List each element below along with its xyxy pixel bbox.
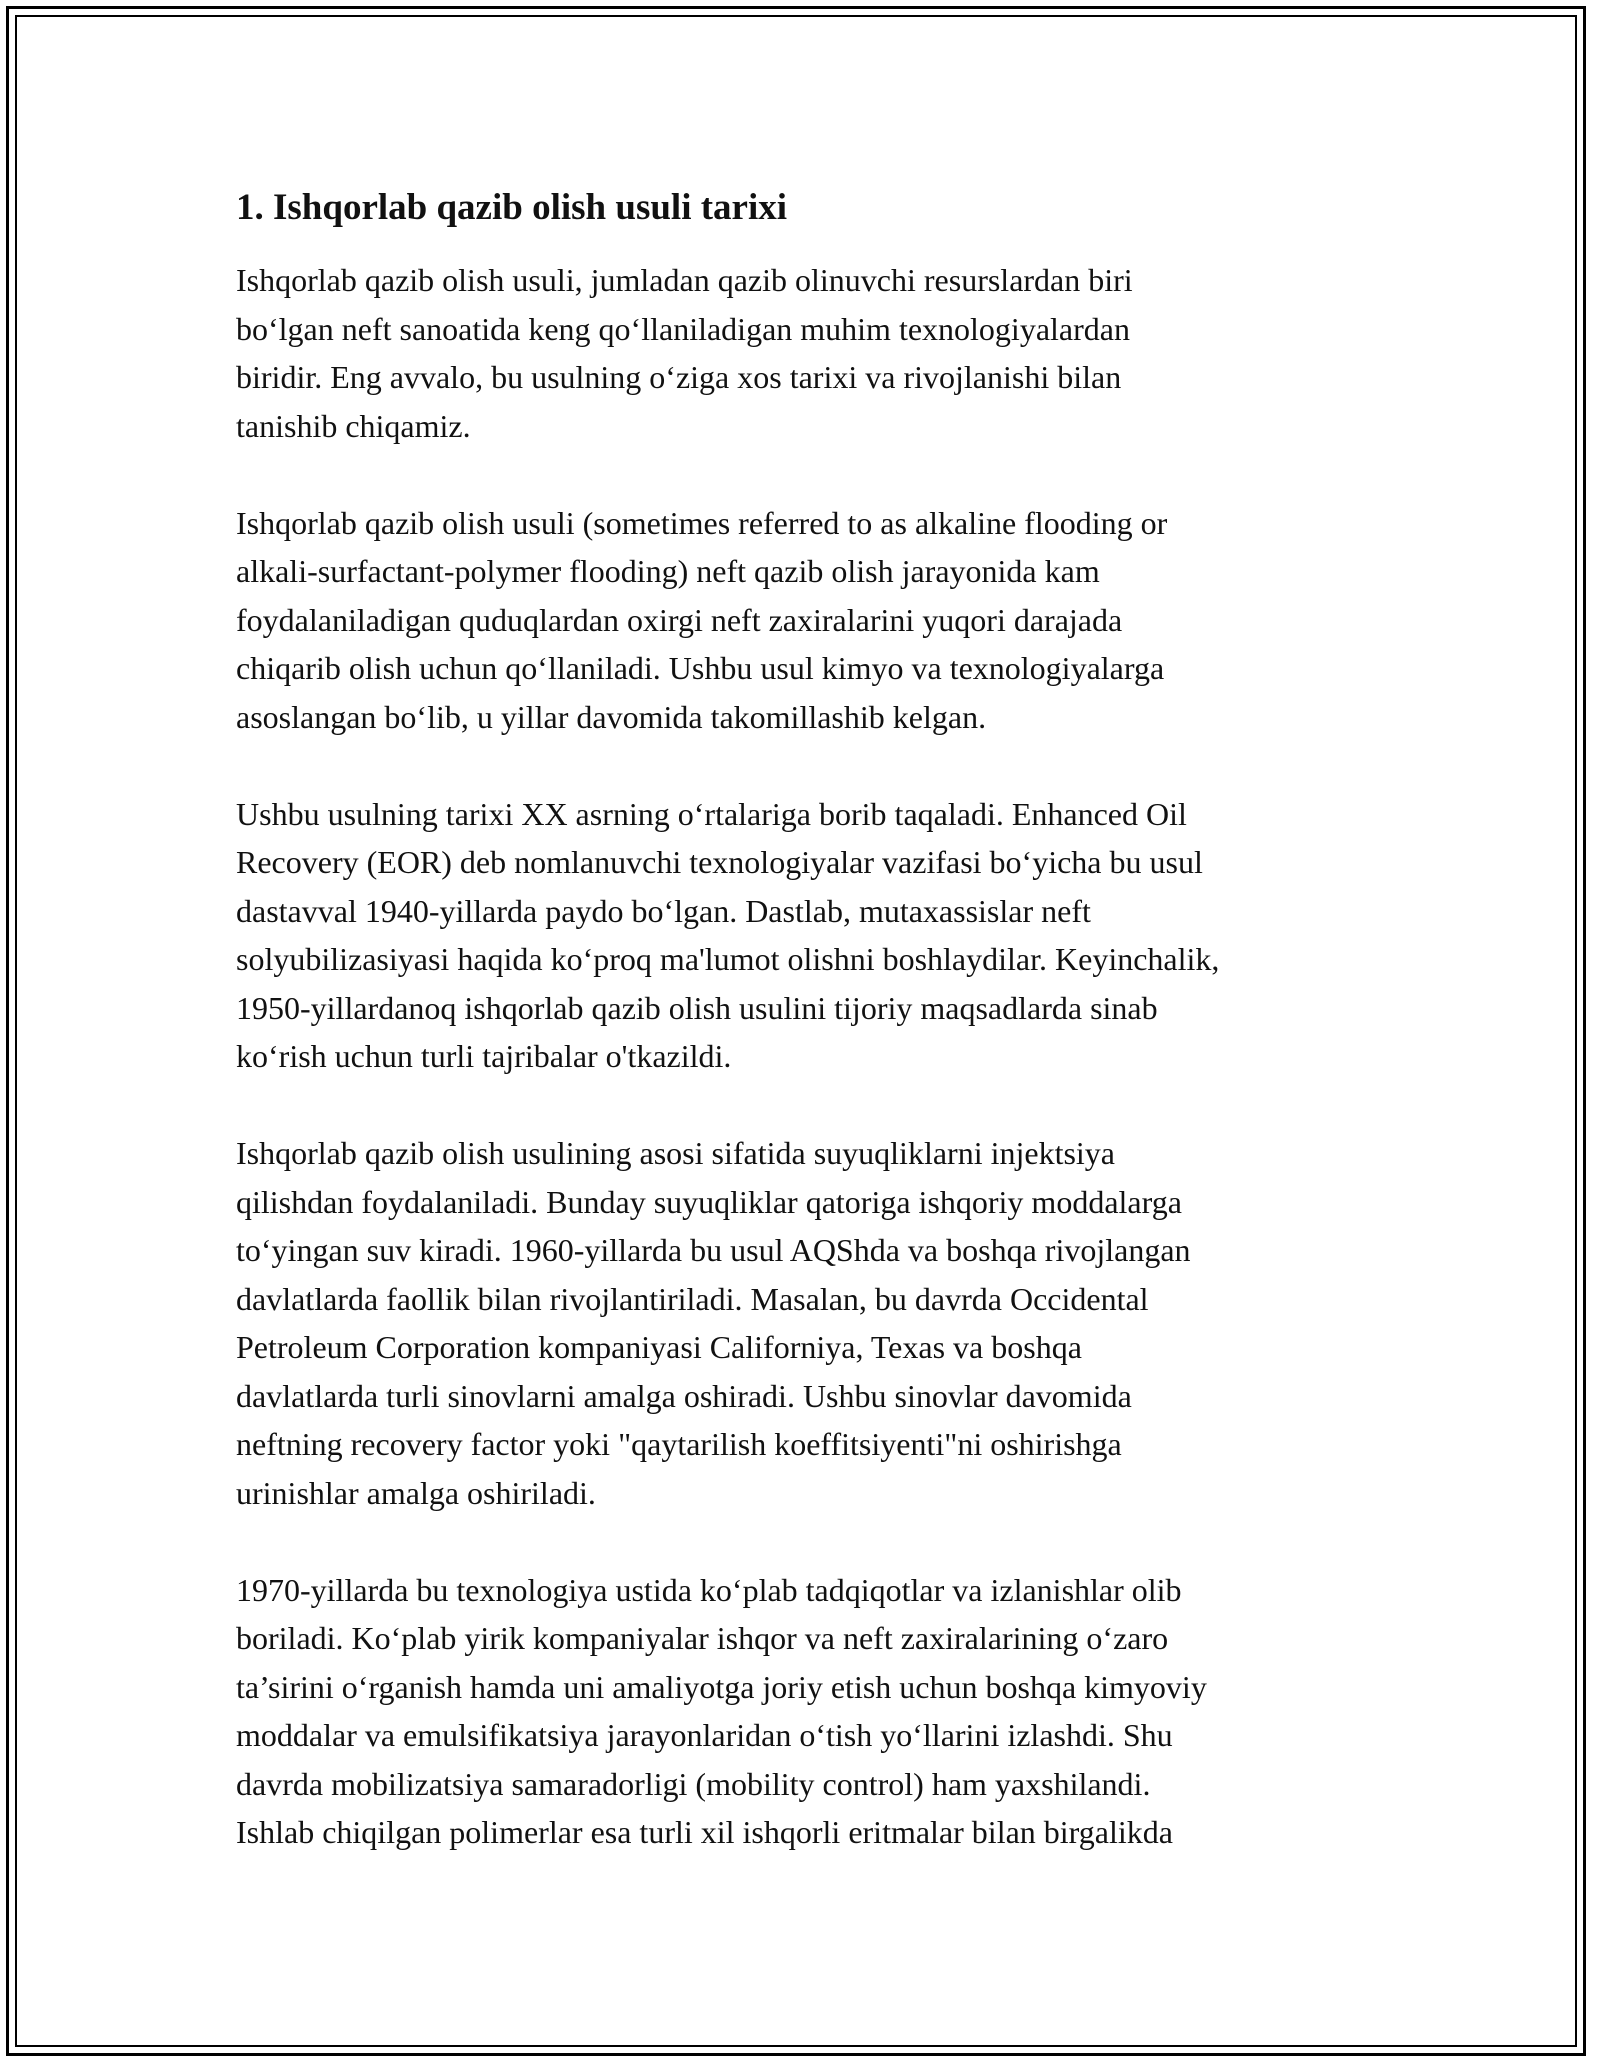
paragraph-4: Ishqorlab qazib olish usulining asosi sifatida suyuqliklarni injektsiya qilishdan foydalaniladi. Bunday suyuqliklar qatoriga ishqoriy moddalarga to‘yingan suv kiradi. 1960-yillarda bu usul AQShda va boshqa rivojlangan davlatlarda faollik bilan rivojlantiriladi. Masalan, bu davrda Occidental Petroleum Corporation kompaniyasi Californiya, Texas va boshqa davlatlarda turli sinovlarni amalga oshiradi. Ushbu sinovlar davomida neftning recovery factor yoki "qaytarilish koeffitsiyenti"ni oshirishga urinishlar amalga oshiriladi. bbox=[236, 1135, 1191, 1511]
section-heading: 1. Ishqorlab qazib olish usuli tarixi bbox=[236, 187, 788, 228]
paragraph-5: 1970-yillarda bu texnologiya ustida ko‘plab tadqiqotlar va izlanishlar olib boriladi. Ko‘plab yirik kompaniyalar ishqor va neft zaxiralarining o‘zaro ta’sirini o‘rganish hamda uni amaliyotga joriy etish uchun boshqa kimyoviy moddalar va emulsifikatsiya jarayonlaridan o‘tish yo‘llarini izlashdi. Shu davrda mobilizatsiya samaradorligi (mobility control) ham yaxshilandi. Ishlab chiqilgan polimerlar esa turli xil ishqorli eritmalar bilan birgalikda bbox=[236, 1571, 1207, 1851]
paragraph-2: Ishqorlab qazib olish usuli (sometimes referred to as alkaline flooding or alkali-surfactant-polymer flooding) neft qazib olish jarayonida kam foydalaniladigan quduqlardan oxirgi neft zaxiralarini yuqori darajada chiqarib olish uchun qo‘llaniladi. Ushbu usul kimyo va texnologiyalarga asoslangan bo‘lib, u yillar davomida takomillashib kelgan. bbox=[236, 504, 1168, 735]
paragraph-3: Ushbu usulning tarixi XX asrning o‘rtalariga borib taqaladi. Enhanced Oil Recovery (EOR) deb nomlanuvchi texnologiyalar vazifasi bo‘yicha bu usul dastavval 1940-yillarda paydo bo‘lgan. Dastlab, mutaxassislar neft solyubilizasiyasi haqida ko‘proq ma'lumot olishni boshlaydilar. Keyinchalik, 1950-yillardanoq ishqorlab qazib olish usulini tijoriy maqsadlarda sinab ko‘rish uchun turli tajribalar o'tkazildi. bbox=[236, 795, 1220, 1075]
document-body bbox=[236, 184, 1376, 1905]
paragraph-1: Ishqorlab qazib olish usuli, jumladan qazib olinuvchi resurslardan biri bo‘lgan neft sanoatida keng qo‘llaniladigan muhim texnologiyalardan biridir. Eng avvalo, bu usulning o‘ziga xos tarixi va rivojlanishi bilan tanishib chiqamiz. bbox=[236, 262, 1133, 444]
